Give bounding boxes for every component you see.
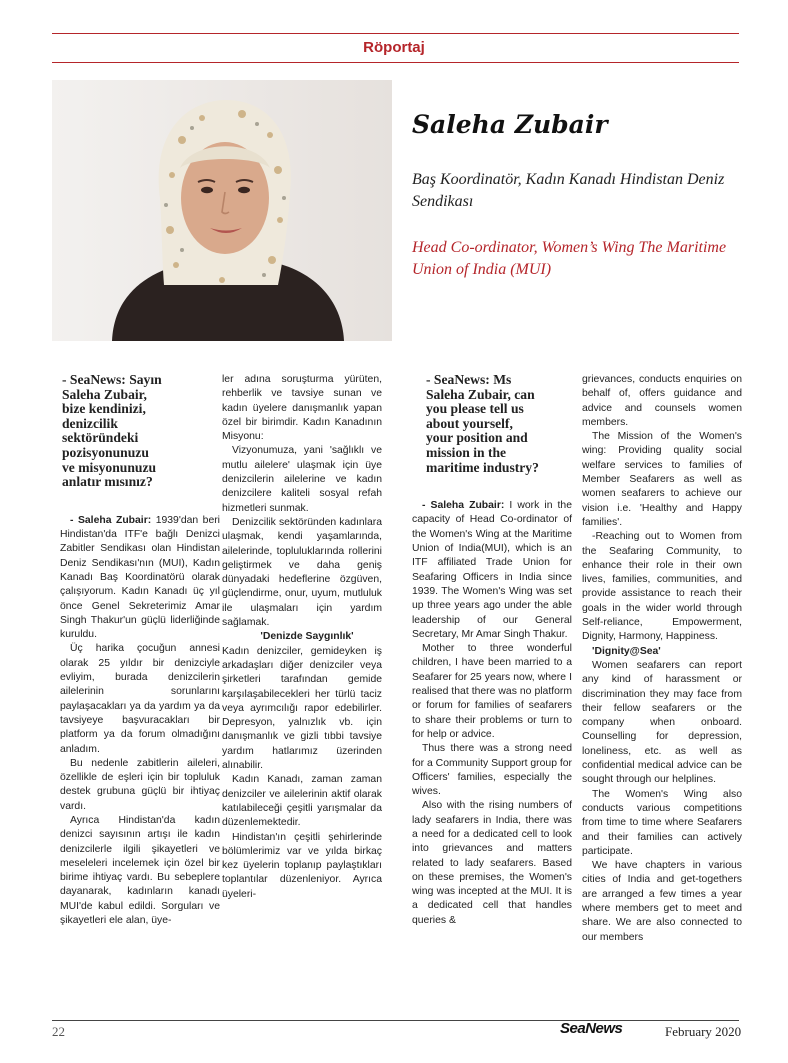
answer-paragraph: Hindistan'ın çeşitli şehirlerinde bölümlerimiz var ve yılda birkaç kez üyelerin toplanıp paylaştıkları toplantılar düzenleniyor. Ayrıca üyeleri- xyxy=(222,831,382,900)
top-rule xyxy=(52,33,739,34)
answer-paragraph: -Reaching out to Women from the Seafaring Community, to enhance their role in their own lives, families, communities, and provide assistance to reach their goals in the wider world through Self-reliance, Empowerment, Dignity, Harmony, Happiness. xyxy=(582,531,742,643)
issue-date: February 2020 xyxy=(665,1024,742,1039)
section-label: Röportaj xyxy=(363,39,425,56)
question-line: denizcilik xyxy=(62,415,118,431)
answer-paragraph: Ayrıca Hindistan'da kadın denizci sayısının artışı ile kadın denizcilerle ilgili şikayetleri ve meseleleri incelemek için özel bir birime ihtiyaç vardı. Bu sebeplere dayanarak, kadınların kanadı MUI'de kabul edildi. Sorguları ve şikayetleri ele alan, üye- xyxy=(60,814,220,927)
answer-paragraph: The Mission of the Women's wing: Providing quality social welfare services to families of Member Seafarers as well as women seafarers to achieve our vision i.e. 'Healthy and Happy families'. xyxy=(582,431,742,528)
footer-rule xyxy=(52,1020,739,1021)
answer-paragraph: Bu nedenle zabitlerin aileleri, özellikle de eşleri için bir topluluk destek grubuna güçlü bir ihtiyaç vardı. xyxy=(60,757,220,812)
section-rule xyxy=(52,62,739,63)
question-line: Saleha Zubair, xyxy=(62,386,147,402)
question-en xyxy=(412,373,572,475)
question-line: your position and xyxy=(426,430,528,446)
answer-paragraph xyxy=(412,499,572,642)
question-line: - SeaNews: Ms xyxy=(426,372,512,387)
answer-lead: - Saleha Zubair: xyxy=(422,500,505,512)
answer-paragraph: ler adına soruşturma yürüten, rehberlik ve tavsiye sunan ve kadın üyelere danışmanlık yapan özel bir birimdir. Kadın Kanadının Misyonu: xyxy=(222,374,382,443)
magazine-brand: SeaNews xyxy=(560,1020,623,1037)
subheading: 'Denizde Saygınlık' xyxy=(260,631,354,643)
answer-paragraph xyxy=(60,514,220,643)
question-line: mission in the xyxy=(426,444,507,460)
answer-paragraph: Üç harika çocuğun annesi olarak 25 yıldır bir denizciyle evliyim, burada denizcilerin ailelerinin sorunlarını paylaşacakları ya da yardım ya da tavsiyeye başvuracakları bir platform ya da forum olmadığını anladım. xyxy=(60,643,220,755)
question-tr xyxy=(60,373,220,490)
answer-paragraph: Kadın Kanadı, zaman zaman denizciler ve ailelerinin aktif olarak katılabileceği çeşitli yarışmalar da düzenlemektedir. xyxy=(222,774,382,829)
question-line: pozisyonunuzu xyxy=(62,444,149,460)
question-line: about yourself, xyxy=(426,415,513,431)
question-line: bize kendinizi, xyxy=(62,401,146,417)
question-line: ve misyonunuzu xyxy=(62,459,157,475)
answer-paragraph: Denizcilik sektöründen kadınlara ulaşmak, kendi yaşamlarında, ailelerinde, topluluklarında rollerini geliştirmek ve daha geniş dünyadaki hedeflerine özgüven, güçlendirme, onur, uyum, mutluluk ile ulaşmaları için yardım sağlamak. xyxy=(222,516,382,629)
portrait-illustration xyxy=(52,80,392,341)
question-line: anlatır mısınız? xyxy=(62,474,153,490)
question-line: sektöründeki xyxy=(62,430,139,446)
question-line: maritime industry? xyxy=(426,459,539,475)
answer-paragraph: The Women's Wing also conducts various competitions from time to time where Seafarers and their families can actively participate. xyxy=(582,788,742,857)
answer-text: I work in the capacity of Head Co-ordinator of the Women's Wing at the Maritime Union of India(MUI), which is an ITF affiliated Trade Union for Seafaring Officers in India since 1939. The Women's Wing was set up three years ago under the able leadership of our General Secretary, Mr Amar Singh Thakur. xyxy=(412,500,572,640)
answer-paragraph: Mother to three wonderful children, I have been married to a Seafarer for 25 years now, where I realised that there was no platform or forum for families of seafarers to share their problems or turn to for help or advice. xyxy=(412,643,572,740)
column-2 xyxy=(222,373,382,902)
answer-paragraph: Women seafarers can report any kind of harassment or discrimination they may face from their fellow seafarers or the company when onboard. Counselling for depression, loneliness, etc. as well as confidential medical advice can be sought through our helplines. xyxy=(582,659,742,786)
answer-paragraph: Kadın denizciler, gemideyken iş arkadaşları diğer denizciler veya şirketleri tarafından gemide karşılaşabilecekleri her türlü taciz veya ayrımcılığı rapor edebilirler. Depresyon, yalnızlık vb. için danışmanlık ve gizli tıbbi tavsiye yardım hatlarımız üzerinden alınabilir. xyxy=(222,645,382,772)
portrait-photo xyxy=(52,80,392,341)
interviewee-name: Saleha Zubair xyxy=(412,110,608,139)
answer-paragraph: Also with the rising numbers of lady seafarers in India, there was a need for a dedicated cell to look into grievances and matters related to lady seafarers. Based on these premises, the Women's wing was incepted at the MUI. It is a dedicated cell that handles queries & xyxy=(412,800,572,926)
question-line: Saleha Zubair, can xyxy=(426,386,535,402)
answer-paragraph: Thus there was a strong need for a Community Support group for Officers' families, especially the wives. xyxy=(412,743,572,798)
title-turkish: Baş Koordinatör, Kadın Kanadı Hindistan Deniz Sendikası xyxy=(412,171,725,210)
column-3 xyxy=(412,373,572,928)
answer-paragraph: We have chapters in various cities of India and get-togethers are arranged a few times a year where members get to meet and share. We are also connected to our members xyxy=(582,860,742,943)
subheading: 'Dignity@Sea' xyxy=(592,645,661,657)
answer-paragraph: grievances, conducts enquiries on behalf of, offers guidance and advice and counsels women members. xyxy=(582,374,742,428)
question-line: you please tell us xyxy=(426,401,524,417)
page-number: 22 xyxy=(52,1024,65,1039)
answer-paragraph: Vizyonumuza, yani 'sağlıklı ve mutlu ailelere' ulaşmak için üye denizcilerin ailelerine ve kadın denizcilere kaliteli sosyal refah hizmetleri sunmak. xyxy=(222,445,382,514)
title-english: Head Co-ordinator, Women’s Wing The Maritime Union of India (MUI) xyxy=(412,239,727,278)
column-4 xyxy=(582,373,742,945)
answer-text: 1939'dan beri Hindistan'da ITF'e bağlı Denizci Zabitler Sendikası olan Hindistan Deniz Sendikası'nın (MUI), Kadın Kanadı Baş Koordinatörü olarak çalışıyorum. Kadın Kanadı üç yıl önce Genel Sekreterimiz Amar Singh Thakur'un güçlü liderliğinde kuruldu. xyxy=(60,514,220,641)
answer-lead: - Saleha Zubair: xyxy=(70,514,152,526)
question-line: - SeaNews: Sayın xyxy=(62,372,162,387)
column-1 xyxy=(60,373,220,928)
